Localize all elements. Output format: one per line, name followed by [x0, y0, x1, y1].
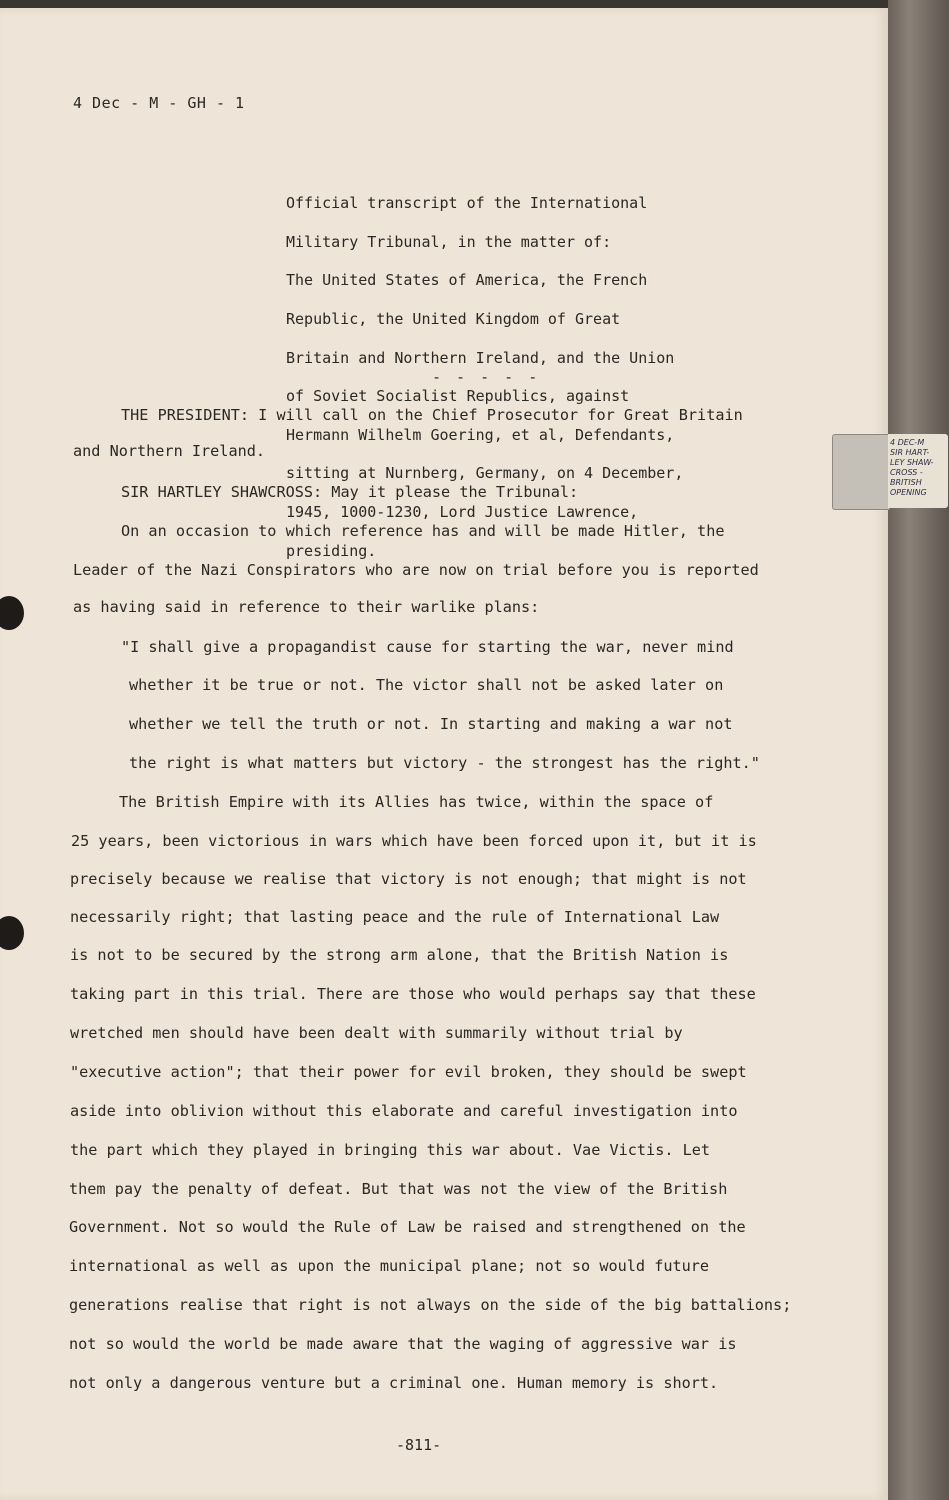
caption-line: The United States of America, the French [286, 271, 648, 290]
caption-line: presiding. [286, 541, 377, 560]
body-line: as having said in reference to their warlike plans: [73, 598, 540, 616]
body-line: wretched men should have been dealt with summarily without trial by [70, 1024, 683, 1042]
body-line: Government. Not so would the Rule of Law be raised and strengthened on the [69, 1218, 746, 1236]
quote-line: the right is what matters but victory - the strongest has the right." [129, 754, 760, 772]
punch-hole-bottom [0, 916, 24, 950]
caption-line: 1945, 1000-1230, Lord Justice Lawrence, [286, 503, 639, 522]
body-line: taking part in this trial. There are those who would perhaps say that these [70, 985, 756, 1003]
body-line: is not to be secured by the strong arm alone, that the British Nation is [70, 946, 729, 964]
body-line: Leader of the Nazi Conspirators who are now on trial before you is reported [73, 561, 759, 579]
caption-divider: - - - - - [432, 368, 541, 386]
body-line: not so would the world be made aware that the waging of aggressive war is [69, 1335, 737, 1353]
document-reference: 4 Dec - M - GH - 1 [73, 94, 245, 112]
index-tab [832, 434, 890, 510]
caption-line: Hermann Wilhelm Goering, et al, Defendants, [286, 425, 675, 444]
body-line: necessarily right; that lasting peace and the rule of International Law [70, 908, 720, 926]
punch-hole-top [0, 596, 24, 630]
caption-line: Republic, the United Kingdom of Great [286, 310, 621, 329]
binder-edge [888, 0, 949, 1500]
body-line: and Northern Ireland. [73, 442, 266, 460]
page-number: -811- [396, 1436, 442, 1454]
caption-line: Military Tribunal, in the matter of: [286, 232, 612, 251]
body-line: THE PRESIDENT: I will call on the Chief Prosecutor for Great Britain [121, 406, 743, 424]
body-line: On an occasion to which reference has and will be made Hitler, the [121, 522, 725, 540]
body-line: "executive action"; that their power for evil broken, they should be swept [70, 1063, 747, 1081]
body-line: 25 years, been victorious in wars which have been forced upon it, but it is [71, 832, 757, 850]
caption-line: Britain and Northern Ireland, and the Union [286, 348, 675, 367]
quote-line: whether it be true or not. The victor shall not be asked later on [129, 676, 724, 694]
quote-line: "I shall give a propagandist cause for starting the war, never mind [121, 638, 734, 656]
body-line: The British Empire with its Allies has twice, within the space of [119, 793, 714, 811]
body-line: international as well as upon the municipal plane; not so would future [69, 1257, 710, 1275]
caption-line: of Soviet Socialist Republics, against [286, 387, 630, 406]
body-line: aside into oblivion without this elaborate and careful investigation into [70, 1102, 738, 1120]
body-line: SIR HARTLEY SHAWCROSS: May it please the Tribunal: [121, 483, 579, 501]
caption-line: sitting at Nurnberg, Germany, on 4 December, [286, 464, 684, 483]
body-line: the part which they played in bringing this war about. Vae Victis. Let [70, 1141, 711, 1159]
body-line: precisely because we realise that victory is not enough; that might is not [70, 870, 747, 888]
body-line: them pay the penalty of defeat. But that was not the view of the British [69, 1180, 728, 1198]
caption-line: Official transcript of the International [286, 194, 648, 213]
quote-line: whether we tell the truth or not. In starting and making a war not [129, 715, 733, 733]
body-line: not only a dangerous venture but a criminal one. Human memory is short. [69, 1374, 719, 1392]
index-tab-text: 4 DEC-M SIR HART- LEY SHAW- CROSS - BRITISH OPENING [890, 438, 934, 497]
body-line: generations realise that right is not always on the side of the big battalions; [69, 1296, 792, 1314]
